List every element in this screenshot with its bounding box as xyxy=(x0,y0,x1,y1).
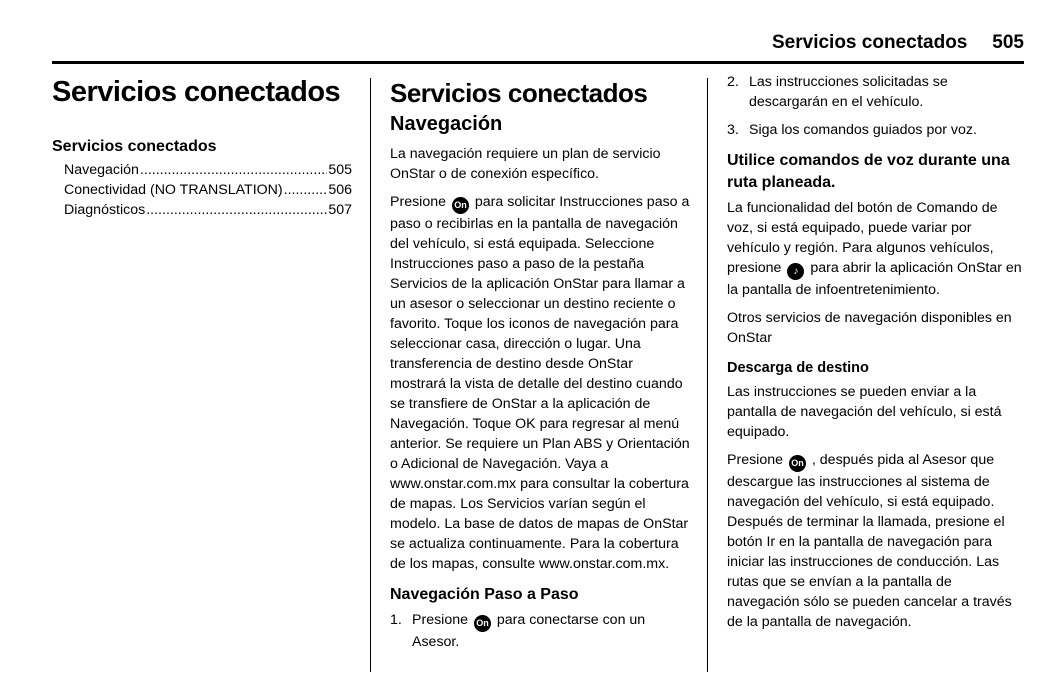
toc-entry-label: Navegación xyxy=(64,162,139,178)
voice-command-icon: ♪ xyxy=(787,263,804,280)
list-item xyxy=(390,610,690,652)
toc-heading: Servicios conectados xyxy=(52,138,217,155)
paragraph: La navegación requiere un plan de servicio OnStar o de conexión específico. xyxy=(390,146,661,182)
section-heading: Utilice comandos de voz durante una ruta planeada. xyxy=(727,152,1010,191)
paragraph-text: La funcionalidad del botón de Comando de voz, si está equipado, puede variar por vehículo y región. Para algunos vehículos, presione xyxy=(727,200,998,276)
page-number: 505 xyxy=(992,32,1024,53)
paragraph xyxy=(390,192,690,574)
chapter-title: Servicios conectados xyxy=(52,76,341,108)
list-number: 1. xyxy=(390,612,402,628)
toc-entry-label: Conectividad (NO TRANSLATION) xyxy=(64,182,283,198)
onstar-icon: On xyxy=(474,615,491,632)
toc-entry[interactable] xyxy=(52,200,352,220)
paragraph: Las instrucciones se pueden enviar a la pantalla de navegación del vehículo, si está equipado. xyxy=(727,384,1002,440)
paragraph xyxy=(727,450,1025,632)
subsection-heading: Descarga de destino xyxy=(727,360,869,376)
paragraph-text: Presione xyxy=(727,452,783,468)
column-divider xyxy=(370,78,371,672)
list-item xyxy=(727,72,1025,112)
list-text-pre: Presione xyxy=(412,612,468,628)
header-divider xyxy=(52,61,1024,64)
list-text xyxy=(412,610,690,652)
toc-column xyxy=(52,72,352,220)
toc-leader-dots xyxy=(284,180,328,200)
paragraph-text: para solicitar Instrucciones paso a paso o recibirlas en la pantalla de navegación del vehículo, si está equipada. Seleccione Instrucciones paso a paso de la pestaña Servicios de la aplicación OnStar para llamar a un asesor o seleccionar un destino reciente o favorito. Toque los iconos de navegación para seleccionar casa, dirección o lugar. Una transferencia de destino desde OnStar mostrará la vista de detalle del destino cuando se transfiere de OnStar a la aplicación de Navegación. Toque OK para regresar al menú anterior. Se requiere un Plan ABS y Orientación o Adicional de Navegación. Vaya a www.onstar.com.mx para consultar la cobertura de mapas. Los Servicios varían según el modelo. La base de datos de mapas de OnStar se actualiza continuamente. Para la cobertura de los mapas, consulte www.onstar.com.mx. xyxy=(390,194,690,572)
onstar-icon: On xyxy=(789,455,806,472)
toc-entry-page: 507 xyxy=(328,202,352,218)
column-divider xyxy=(707,78,708,672)
section-title: Servicios conectados xyxy=(390,78,648,108)
toc-entry[interactable] xyxy=(52,160,352,180)
paragraph-text: para abrir la aplicación OnStar en la pantalla de infoentretenimiento. xyxy=(727,260,1022,298)
paragraph-text: Presione xyxy=(390,194,446,210)
list-text-post: para conectarse con un Asesor. xyxy=(412,612,646,650)
header-title: Servicios conectados xyxy=(772,32,968,53)
paragraph xyxy=(727,198,1025,300)
content-column-2 xyxy=(390,72,690,660)
toc-entry-page: 505 xyxy=(328,162,352,178)
onstar-icon: On xyxy=(452,197,469,214)
content-column-3 xyxy=(727,72,1025,640)
toc-entry-page: 506 xyxy=(328,182,352,198)
subsection-title: Navegación xyxy=(390,113,503,135)
toc-entry-label: Diagnósticos xyxy=(64,202,146,218)
toc-entry[interactable] xyxy=(52,180,352,200)
paragraph: Otros servicios de navegación disponibles en OnStar xyxy=(727,310,1012,346)
list-number: 2. xyxy=(727,74,739,90)
section-heading: Navegación Paso a Paso xyxy=(390,586,579,603)
list-text: Las instrucciones solicitadas se descargarán en el vehículo. xyxy=(749,74,948,110)
list-number: 3. xyxy=(727,122,739,138)
list-item xyxy=(727,120,1025,140)
paragraph-text: , después pida al Asesor que descargue las instrucciones al sistema de navegación del vehículo, si está equipado. Después de terminar la llamada, presione el botón Ir en la pantalla de navegación para iniciar las instrucciones de conducción. Las rutas que se envían a la pantalla de navegación sólo se pueden cancelar a través de la pantalla de navegación. xyxy=(727,452,1012,630)
toc-leader-dots xyxy=(146,200,327,220)
list-text: Siga los comandos guiados por voz. xyxy=(749,122,977,138)
toc-leader-dots xyxy=(140,160,327,180)
